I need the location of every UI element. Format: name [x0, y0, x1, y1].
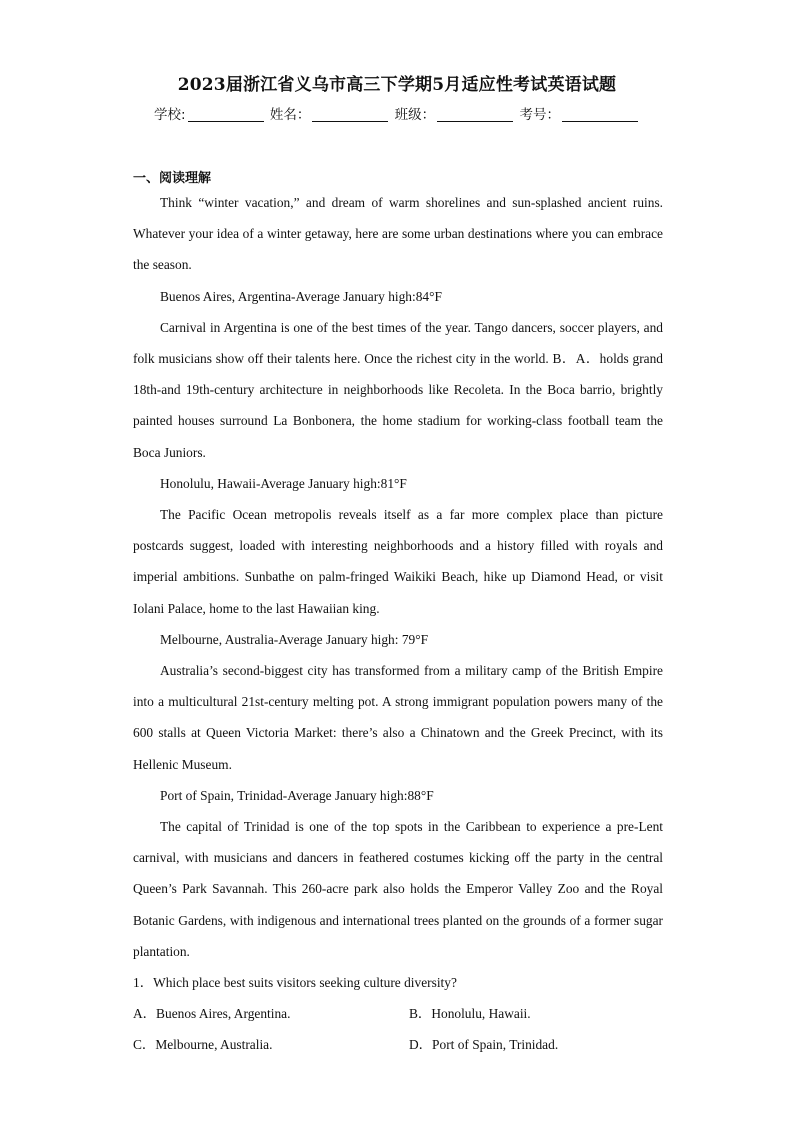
name-field	[270, 103, 391, 123]
document-title: 2023届浙江省义乌市高三下学期5月适应性考试英语试题	[177, 75, 617, 95]
option-d[interactable]: D．Port of Spain, Trinidad.	[409, 1037, 559, 1053]
student-info-line	[0, 103, 794, 123]
class-field	[395, 103, 516, 123]
name-blank[interactable]	[312, 107, 388, 122]
name-label: 姓名：	[269, 107, 311, 123]
passage-paragraph: Think “winter vacation,” and dream of warm shorelines and sun-splashed ancient ruins. Whatever your idea of a winter getaway, here are some urban destinations where you can embrace the season.	[133, 195, 663, 273]
number-blank[interactable]	[562, 107, 638, 122]
passage-paragraph: The Pacific Ocean metropolis reveals itself as a far more complex place than picture postcards suggest, loaded with interesting neighborhoods and a history filled with royals and imperial ambitions. Sunbathe on palm-fringed Waikiki Beach, hike up Diamond Head, or visit Iolani Palace, home to the last Hawaiian king.	[133, 507, 663, 616]
passage-paragraph: Australia’s second-biggest city has transformed from a military camp of the British Empire into a multicultural 21st-century melting pot. A strong immigrant population powers many of the 600 stalls at Queen Victoria Market: there’s also a Chinatown and the Greek Precinct, with its Hellenic Museum.	[133, 663, 663, 772]
reading-passage	[133, 187, 663, 1061]
class-label: 班级：	[394, 107, 436, 123]
passage-paragraph: Carnival in Argentina is one of the best times of the year. Tango dancers, soccer players, and folk musicians show off their talents here. Once the richest city in the world. B．A．holds grand 18th-and 19th-century architecture in neighborhoods like Recoleta. In the Boca barrio, brightly painted houses surround La Bonbonera, the home stadium for working-class football team the Boca Juniors.	[133, 319, 663, 460]
destination-heading: Port of Spain, Trinidad-Average January high:88°F	[160, 787, 434, 803]
number-field	[519, 103, 640, 123]
destination-heading: Buenos Aires, Argentina-Average January high:84°F	[160, 288, 442, 304]
options-row	[133, 998, 663, 1029]
class-blank[interactable]	[437, 107, 513, 122]
options-row	[133, 1029, 663, 1060]
passage-paragraph: The capital of Trinidad is one of the top spots in the Caribbean to experience a pre-Lent carnival, with musicians and dancers in feathered costumes kicking off the party in the central Queen’s Park Savannah. This 260-acre park also holds the Emperor Valley Zoo and the Royal Botanic Gardens, with indigenous and international trees planted on the grounds of a former sugar plantation.	[133, 819, 663, 959]
question-stem: 1．Which place best suits visitors seeking culture diversity?	[133, 975, 457, 991]
destination-heading: Melbourne, Australia-Average January high: 79°F	[160, 631, 429, 647]
school-label: 学校:	[154, 107, 186, 123]
section-heading: 一、阅读理解	[133, 171, 212, 186]
school-field	[154, 103, 266, 123]
option-c[interactable]: C．Melbourne, Australia.	[133, 1037, 273, 1053]
number-label: 考号：	[519, 107, 560, 123]
option-a[interactable]: A．Buenos Aires, Argentina.	[133, 1006, 291, 1022]
option-b[interactable]: B．Honolulu, Hawaii.	[409, 1006, 531, 1022]
school-blank[interactable]	[188, 107, 264, 122]
destination-heading: Honolulu, Hawaii-Average January high:81°F	[160, 475, 407, 491]
